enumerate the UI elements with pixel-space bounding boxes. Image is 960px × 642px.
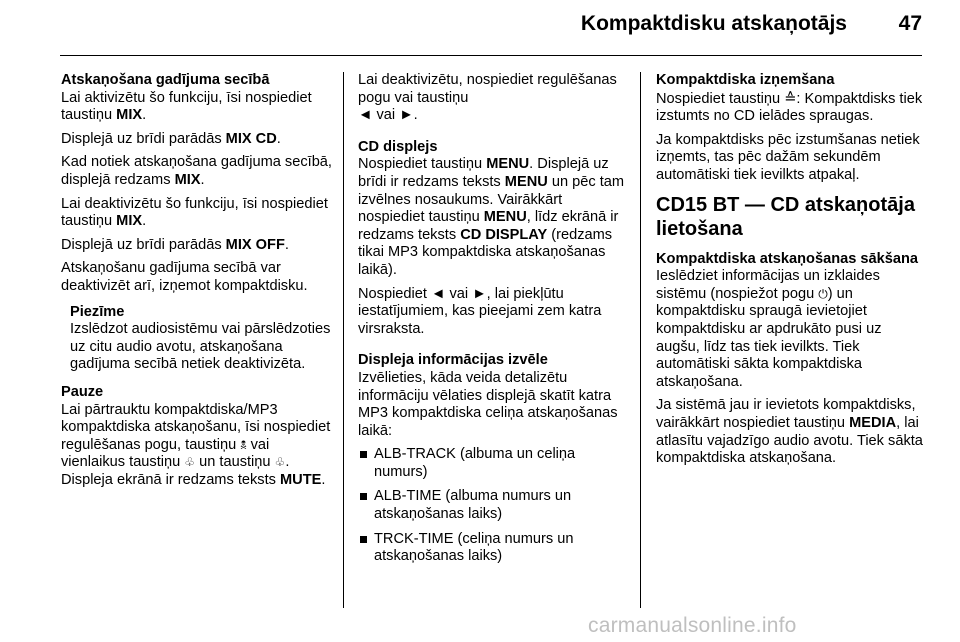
column-1 — [61, 72, 337, 495]
volume-down-icon: ♧ — [274, 455, 286, 470]
header-divider — [60, 55, 922, 56]
paragraph: Ja sistēmā jau ir ievietots kompaktdisks, vairākkārt nospiediet taustiņu MEDIA, lai atlasītu vajadzīgo audio avotu. Tiek sākta kompaktdiska atskaņošana. — [656, 397, 923, 467]
key-label: MIX — [116, 107, 143, 124]
key-label: MIX — [174, 171, 201, 188]
key-label: MIX — [116, 213, 143, 230]
list-item: TRCK-TIME (celiņa numurs un atskaņošanas laiks) — [358, 531, 630, 566]
key-label: MEDIA — [849, 414, 897, 431]
paragraph: Lai deaktivizētu, nospiediet regulēšanas pogu vai taustiņu — [358, 72, 617, 106]
heading-display-info: Displeja informācijas izvēle — [358, 352, 548, 369]
paragraph: Lai aktivizētu šo funkciju, īsi nospiediet taustiņu MIX. — [61, 89, 312, 124]
heading-start-playback: Kompaktdiska atskaņošanas sākšana — [656, 250, 919, 267]
paragraph: Izvēlieties, kāda veida detalizētu informāciju vēlaties displejā skatīt katra MP3 kompaktdiska celiņa atskaņošanas laikā: — [358, 369, 618, 439]
paragraph: Ieslēdziet informācijas un izklaides sistēmu (nospiežot pogu ⏻) un kompaktdisku spraugā ievietojiet kompaktdisku ar apdrukāto pusi uz augšu, līdz tas tiek ievilkts. Tiek automātiski sākta kompaktdiska atskaņošana. — [656, 268, 882, 390]
column-divider-2 — [640, 72, 641, 608]
watermark: carmanualsonline.info — [588, 614, 797, 637]
paragraph: Displejā uz brīdi parādās MIX CD. — [61, 130, 281, 147]
eject-icon: ≙ — [784, 89, 797, 107]
section-title: CD15 BT — CD atskaņotāja lietošana — [656, 193, 915, 240]
bullet-icon — [360, 493, 367, 500]
mute-icon: 🕱 — [240, 437, 247, 452]
column-3 — [656, 72, 926, 474]
paragraph: Nospiediet taustiņu ≙: Kompaktdisks tiek izstumts no CD ielādes spraugas. — [656, 89, 923, 125]
paragraph-arrows: ◄ vai ►. — [358, 107, 418, 124]
note-box — [61, 304, 337, 374]
paragraph: Ja kompaktdisks pēc izstumšanas netiek izņemts, tas pēc dažām sekundēm automātiski tiek ievilkts atpakaļ. — [656, 131, 920, 183]
key-label: MIX OFF — [225, 236, 285, 253]
key-label: CD DISPLAY — [460, 226, 548, 243]
bullet-icon — [360, 451, 367, 458]
running-title: Kompaktdisku atskaņotājs — [580, 12, 847, 35]
key-label: MENU — [504, 173, 548, 190]
note-title: Piezīme — [70, 303, 125, 320]
heading-pause: Pauze — [61, 383, 104, 400]
key-label: MIX CD — [225, 130, 277, 147]
key-label: MENU — [483, 209, 527, 226]
paragraph: Atskaņošanu gadījuma secībā var deaktivizēt arī, izņemot kompaktdisku. — [61, 260, 308, 294]
bullet-icon — [360, 536, 367, 543]
heading-cd-display: CD displejs — [358, 138, 438, 155]
page-number: 47 — [898, 12, 922, 35]
column-divider-1 — [343, 72, 344, 608]
key-label: MUTE — [280, 471, 322, 488]
volume-up-icon: ♧ — [184, 455, 196, 470]
option-list — [358, 446, 630, 566]
heading-eject: Kompaktdiska izņemšana — [656, 72, 835, 88]
heading-random-play: Atskaņošana gadījuma secībā — [61, 72, 270, 88]
paragraph: Nospiediet ◄ vai ►, lai piekļūtu iestatījumiem, kas pieejami zem katra virsraksta. — [358, 285, 602, 337]
column-2 — [358, 72, 630, 573]
paragraph: Lai deaktivizētu šo funkciju, īsi nospiediet taustiņu MIX. — [61, 195, 328, 230]
power-icon: ⏻ — [818, 286, 828, 301]
key-label: MENU — [486, 156, 530, 173]
paragraph: Lai pārtrauktu kompaktdiska/MP3 kompaktdiska atskaņošanu, īsi nospiediet regulēšanas pogu, taustiņu 🕱 vai vienlaikus taustiņu ♧ un taustiņu ♧. Displeja ekrānā ir redzams teksts MUTE. — [61, 401, 331, 488]
list-item: ALB-TRACK (albuma un celiņa numurs) — [358, 446, 630, 481]
note-text: Izslēdzot audiosistēmu vai pārslēdzoties uz citu audio avotu, atskaņošana gadījuma secībā netiek deaktivizēta. — [70, 321, 331, 373]
paragraph: Kad notiek atskaņošana gadījuma secībā, displejā redzams MIX. — [61, 154, 332, 188]
paragraph: Nospiediet taustiņu MENU. Displejā uz brīdi ir redzams teksts MENU un pēc tam izvēlnes nosaukums. Vairākkārt nospiediet taustiņu MENU, līdz ekrānā ir redzams teksts CD DISPLAY (redzams tikai MP3 kompaktdiska atskaņošanas laikā). — [358, 156, 625, 278]
list-item: ALB-TIME (albuma numurs un atskaņošanas laiks) — [358, 488, 630, 523]
paragraph: Displejā uz brīdi parādās MIX OFF. — [61, 236, 289, 253]
